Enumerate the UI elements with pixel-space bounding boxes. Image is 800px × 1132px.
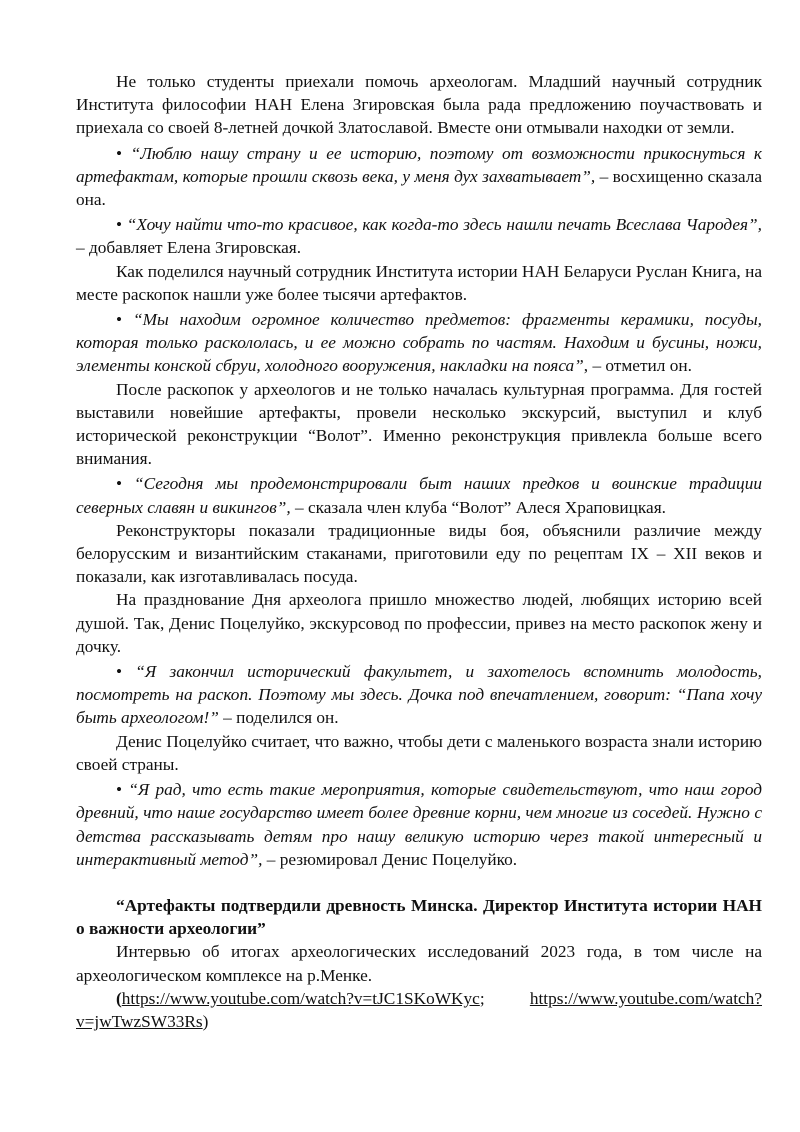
open-paren: ( — [116, 988, 122, 1008]
quote-text: “Хочу найти что-то красивое, как когда-то здесь нашли печать Всеслава Чародея”, — [126, 215, 762, 235]
paragraph: Не только студенты приехали помочь археологам. Младший научный сотрудник Института философии НАН Елена Згировская была рада предложению поучаствовать и приехала со своей 8-летней дочкой Златославой. Вместе они отмывали находки от земли. — [76, 72, 762, 138]
bullet: • — [116, 310, 123, 330]
document-page — [76, 70, 762, 1033]
quote-attribution: – резюмировал Денис Поцелуйко. — [262, 849, 518, 869]
quote-paragraph — [76, 213, 762, 259]
spacer — [76, 871, 762, 894]
paragraph: Как поделился научный сотрудник Института истории НАН Беларуси Руслан Книга, на месте раскопок нашли уже более тысячи артефактов. — [76, 261, 762, 304]
close-paren: ) — [202, 1011, 209, 1031]
quote-paragraph — [76, 308, 762, 378]
quote-paragraph — [76, 472, 762, 518]
quote-attribution: – поделился он. — [218, 708, 339, 728]
bullet: • — [116, 474, 123, 494]
section-intro: Интервью об итогах археологических исследований 2023 года, в том числе на археологическом комплексе на р.Менке. — [76, 942, 762, 985]
links-paragraph — [76, 987, 762, 1033]
quote-text: “Я рад, что есть такие мероприятия, которые свидетельствуют, что наш город древний, что наше государство имеет более древние корни, чем многие из соседей. Нужно с детства рассказывать детям про нашу великую историю через такой интересный и интерактивный метод”, — [76, 780, 762, 869]
bullet: • — [116, 143, 123, 163]
quote-text: “Я закончил исторический факультет, и захотелось вспомнить молодость, посмотреть на раскоп. Поэтому мы здесь. Дочка под впечатлением, говорит: “Папа хочу быть археологом!” — [76, 662, 762, 728]
bullet: • — [116, 662, 123, 682]
youtube-link-1[interactable]: https://www.youtube.com/watch?v=tJC1SKoWKyc — [121, 988, 480, 1008]
quote-text: “Люблю нашу страну и ее историю, поэтому от возможности прикоснуться к артефактам, которые прошли сквозь века, у меня дух захватывает”, — [76, 143, 762, 186]
bullet: • — [116, 780, 123, 800]
quote-text: “Мы находим огромное количество предметов: фрагменты керамики, посуды, которая только раскололась, и ее можно собрать по частям. Находим и бусины, ножи, элементы конской сбруи, холодного вооружения, накладки на пояса” — [76, 310, 762, 376]
youtube-link-2[interactable]: https://www.youtube.com/watch?v=jwTwzSW33Rs — [76, 988, 762, 1031]
paragraph: Реконструкторы показали традиционные виды боя, объяснили различие между белорусским и византийским стаканами, приготовили еду по рецептам IX – XII веков и показали, как изготавливалась посуда. — [76, 520, 762, 587]
quote-attribution: – восхищенно сказала она. — [76, 166, 763, 210]
quote-attribution: , – отметил он. — [583, 356, 692, 376]
quote-paragraph — [76, 778, 762, 871]
section-heading: “Артефакты подтвердили древность Минска. Директор Института истории НАН о важности археологии” — [76, 895, 762, 939]
paragraph: Денис Поцелуйко считает, что важно, чтобы дети с маленького возраста знали историю своей страны. — [76, 731, 762, 774]
link-separator: ; — [479, 988, 485, 1008]
quote-attribution: – добавляет Елена Згировская. — [76, 238, 302, 258]
quote-paragraph — [76, 142, 762, 212]
paragraph: После раскопок у археологов и не только началась культурная программа. Для гостей выставили новейшие артефакты, провели несколько экскурсий, выступил и клуб исторической реконструкции “Волот”. Именно реконструкция привлекла больше всего внимания. — [76, 379, 762, 469]
paragraph: На празднование Дня археолога пришло множество людей, любящих историю всей душой. Так, Денис Поцелуйко, экскурсовод по профессии, привез на место раскопок жену и дочку. — [76, 590, 762, 656]
quote-attribution: – сказала член клуба “Волот” Алеся Храповицкая. — [290, 497, 666, 517]
quote-text: “Сегодня мы продемонстрировали быт наших предков и воинские традиции северных славян и викингов”, — [76, 474, 762, 517]
bullet: • — [116, 215, 123, 235]
quote-paragraph — [76, 660, 762, 730]
